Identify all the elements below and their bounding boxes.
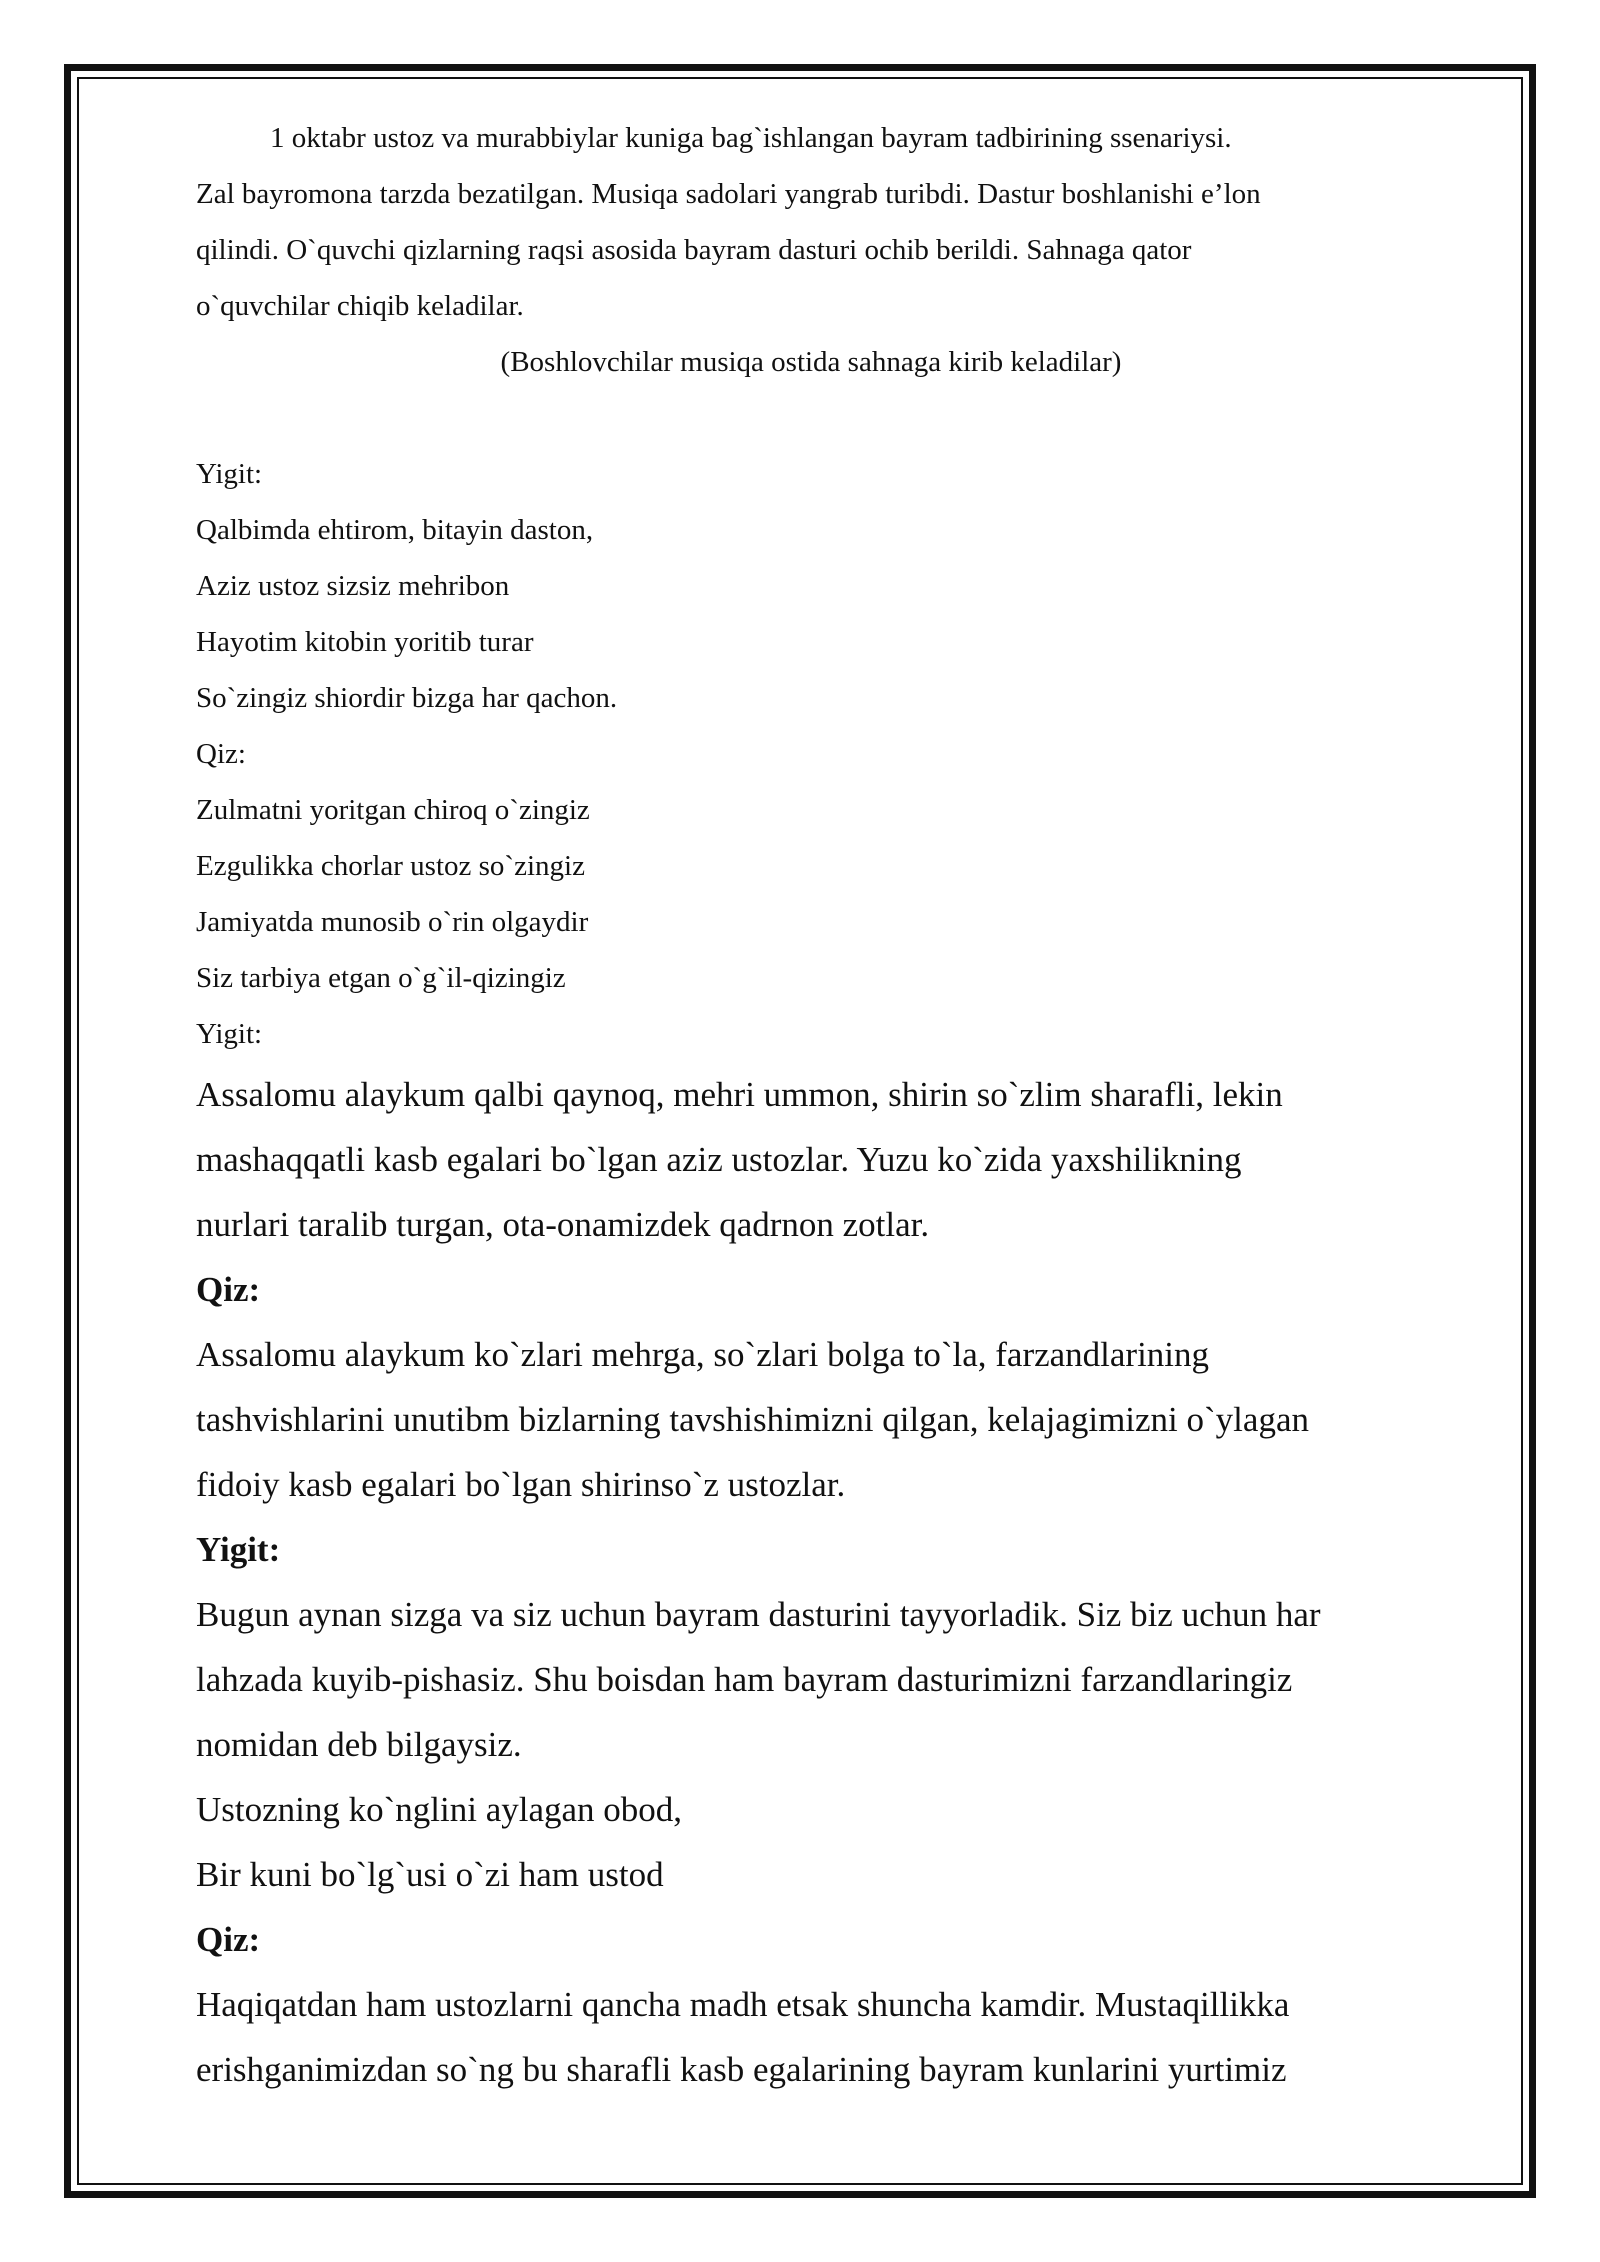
blank-line (196, 390, 1426, 446)
speaker-label: Yigit: (196, 1530, 281, 1569)
dialogue-line: erishganimizdan so`ng bu sharafli kasb egalarining bayram kunlarini yurtimiz (196, 2050, 1287, 2089)
dialogue-line: Assalomu alaykum qalbi qaynoq, mehri ummon, shirin so`zlim sharafli, lekin (196, 1075, 1283, 1114)
intro-line: o`quvchilar chiqib keladilar. (196, 290, 524, 322)
dialogue-line: Haqiqatdan ham ustozlarni qancha madh etsak shuncha kamdir. Mustaqillikka (196, 1985, 1290, 2024)
dialogue-line: Ustozning ko`nglini aylagan obod, (196, 1790, 683, 1829)
poem-line: Jamiyatda munosib o`rin olgaydir (196, 906, 589, 938)
intro-line: Zal bayromona tarzda bezatilgan. Musiqa sadolari yangrab turibdi. Dastur boshlanishi e’lon (196, 178, 1261, 210)
speaker-label: Yigit: (196, 1018, 263, 1050)
dialogue-line: Bugun aynan sizga va siz uchun bayram dasturini tayyorladik. Siz biz uchun har (196, 1595, 1321, 1634)
dialogue-line: fidoiy kasb egalari bo`lgan shirinso`z ustozlar. (196, 1465, 846, 1504)
speaker-label: Yigit: (196, 458, 263, 490)
dialogue-line: nomidan deb bilgaysiz. (196, 1725, 522, 1764)
speaker-label: Qiz: (196, 1270, 261, 1309)
dialogue-line: tashvishlarini unutibm bizlarning tavshishimizni qilgan, kelajagimizni o`ylagan (196, 1400, 1309, 1439)
speaker-label: Qiz: (196, 1920, 261, 1959)
poem-line: Zulmatni yoritgan chiroq o`zingiz (196, 794, 590, 826)
poem-line: Hayotim kitobin yoritib turar (196, 626, 534, 658)
poem-line: Aziz ustoz sizsiz mehribon (196, 570, 510, 602)
dialogue-line: lahzada kuyib-pishasiz. Shu boisdan ham bayram dasturimizni farzandlaringiz (196, 1660, 1293, 1699)
poem-line: Ezgulikka chorlar ustoz so`zingiz (196, 850, 585, 882)
dialogue-line: nurlari taralib turgan, ota-onamizdek qadrnon zotlar. (196, 1205, 930, 1244)
document-body (196, 110, 1426, 2102)
poem-line: So`zingiz shiordir bizga har qachon. (196, 682, 618, 714)
document-title: 1 oktabr ustoz va murabbiylar kuniga bag`ishlangan bayram tadbirining ssenariysi. (270, 122, 1232, 154)
dialogue-line: Assalomu alaykum ko`zlari mehrga, so`zlari bolga to`la, farzandlarining (196, 1335, 1210, 1374)
poem-line: Siz tarbiya etgan o`g`il-qizingiz (196, 962, 566, 994)
poem-line: Qalbimda ehtirom, bitayin daston, (196, 514, 594, 546)
dialogue-line: Bir kuni bo`lg`usi o`zi ham ustod (196, 1855, 664, 1894)
intro-line: qilindi. O`quvchi qizlarning raqsi asosida bayram dasturi ochib berildi. Sahnaga qator (196, 234, 1192, 266)
dialogue-line: mashaqqatli kasb egalari bo`lgan aziz ustozlar. Yuzu ko`zida yaxshilikning (196, 1140, 1242, 1179)
stage-direction: (Boshlovchilar musiqa ostida sahnaga kirib keladilar) (500, 346, 1122, 378)
speaker-label: Qiz: (196, 738, 246, 770)
